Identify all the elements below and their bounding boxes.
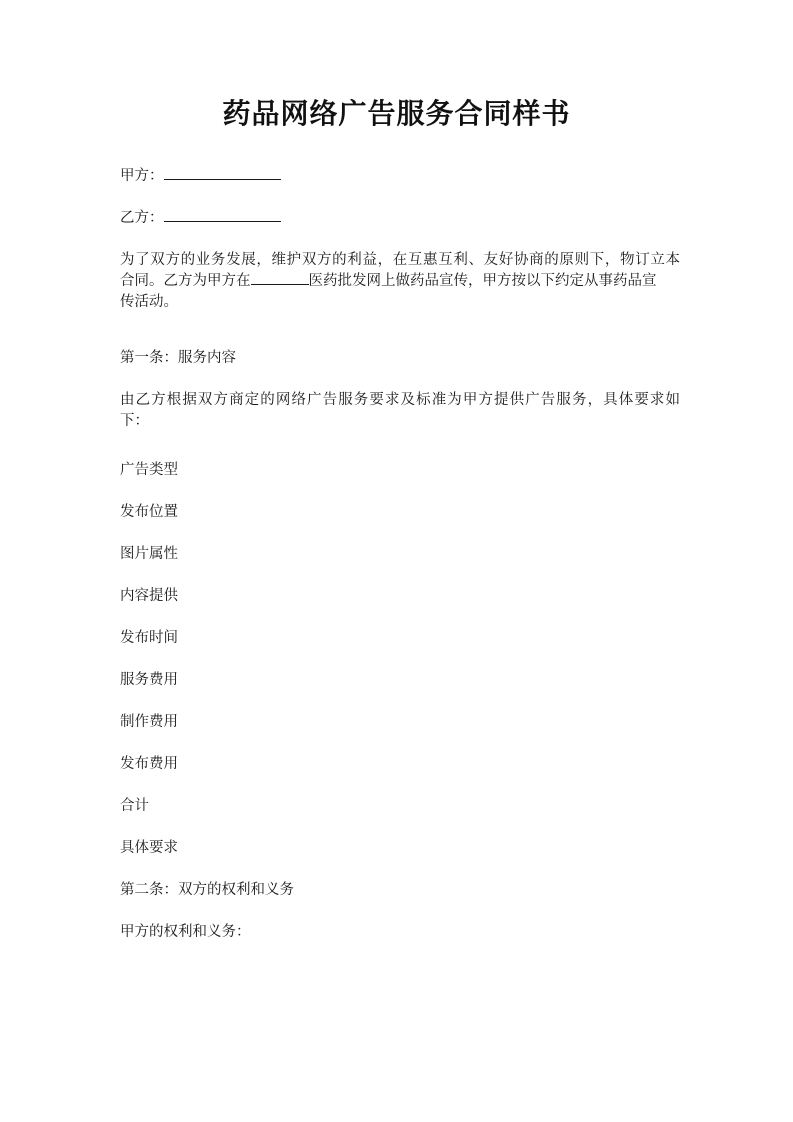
service-item-service-fee: 服务费用 bbox=[120, 672, 178, 688]
article-2-heading: 第二条：双方的权利和义务 bbox=[120, 882, 294, 898]
intro-line-3: 传活动。 bbox=[120, 294, 178, 310]
service-item-requirements: 具体要求 bbox=[120, 840, 178, 856]
service-item-image: 图片属性 bbox=[120, 546, 178, 562]
party-b-blank bbox=[164, 208, 281, 222]
service-item-time: 发布时间 bbox=[120, 630, 178, 646]
service-item-publish-fee: 发布费用 bbox=[120, 756, 178, 772]
article-1-line-2: 下： bbox=[120, 413, 149, 429]
party-b-line bbox=[120, 208, 680, 229]
party-a-line bbox=[120, 166, 680, 187]
website-blank bbox=[251, 271, 309, 285]
intro-line-2-before: 合同。乙方为甲方在 bbox=[120, 273, 251, 289]
article-1-heading: 第一条：服务内容 bbox=[120, 350, 236, 366]
service-item-ad-type: 广告类型 bbox=[120, 462, 178, 478]
article-1-line-1: 由乙方根据双方商定的网络广告服务要求及标准为甲方提供广告服务，具体要求如 bbox=[120, 392, 680, 408]
party-a-label: 甲方： bbox=[120, 168, 164, 184]
party-b-label: 乙方： bbox=[120, 210, 164, 226]
service-item-total: 合计 bbox=[120, 798, 149, 814]
service-item-production-fee: 制作费用 bbox=[120, 714, 178, 730]
party-a-rights-heading: 甲方的权利和义务： bbox=[120, 924, 251, 940]
party-a-blank bbox=[164, 166, 281, 180]
intro-line-2-after: 医药批发网上做药品宣传，甲方按以下约定从事药品宣 bbox=[308, 273, 657, 289]
intro-line-1: 为了双方的业务发展，维护双方的利益，在互惠互利、友好协商的原则下，物订立本 bbox=[120, 252, 680, 268]
intro-paragraph bbox=[120, 250, 680, 313]
intro-line-2 bbox=[120, 271, 680, 292]
service-item-position: 发布位置 bbox=[120, 504, 178, 520]
document-title: 药品网络广告服务合同样书 bbox=[222, 97, 571, 130]
service-item-content: 内容提供 bbox=[120, 588, 178, 604]
article-1-text bbox=[120, 390, 680, 432]
